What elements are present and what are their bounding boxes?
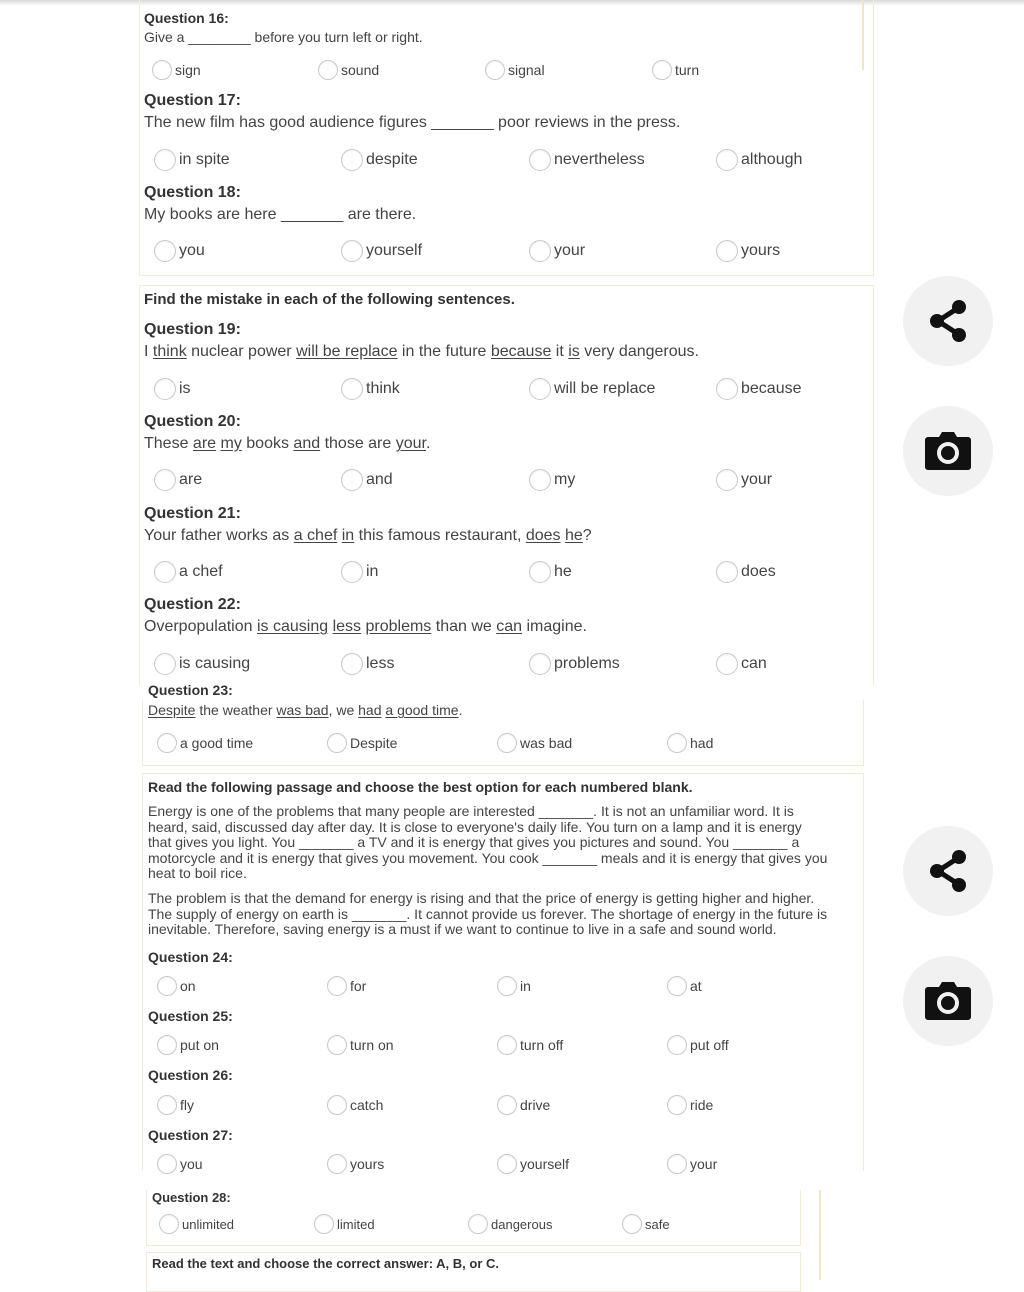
- question-18: [144, 184, 416, 224]
- radio-button[interactable]: [154, 653, 176, 675]
- q26-option-1[interactable]: fly: [157, 1095, 194, 1115]
- camera-icon: [924, 981, 972, 1021]
- radio-button[interactable]: [157, 1035, 177, 1055]
- section-heading: Read the text and choose the correct answer: A, B, or C.: [152, 1256, 499, 1271]
- question-text: Despite the weather was bad, we had a good time.: [148, 702, 463, 718]
- q19-option-2[interactable]: think: [341, 378, 400, 400]
- q18-option-3[interactable]: your: [529, 240, 585, 262]
- underlined-word: my: [220, 435, 242, 452]
- underlined-word: Despite: [148, 702, 196, 718]
- radio-button[interactable]: [154, 561, 176, 583]
- underlined-word: is causing: [256, 618, 329, 635]
- underlined-word: in: [341, 527, 355, 544]
- q23-option-1[interactable]: a good time: [157, 733, 253, 753]
- radio-button[interactable]: [327, 1035, 347, 1055]
- q27-option-2[interactable]: yours: [327, 1154, 384, 1174]
- q20-option-1[interactable]: are: [154, 469, 202, 491]
- q23-option-4[interactable]: had: [667, 733, 713, 753]
- radio-button[interactable]: [529, 149, 551, 171]
- radio-button[interactable]: [152, 60, 172, 80]
- radio-button[interactable]: [667, 976, 687, 996]
- question-title: Question 23:: [148, 682, 233, 698]
- question-title: Question 28:: [152, 1190, 231, 1205]
- section-heading: Read the following passage and choose the best option for each numbered blank.: [148, 779, 693, 795]
- q26-option-4[interactable]: ride: [667, 1095, 713, 1115]
- radio-button[interactable]: [497, 1154, 517, 1174]
- underlined-word: is: [568, 343, 580, 360]
- underlined-word: had: [358, 702, 382, 718]
- radio-button[interactable]: [497, 733, 517, 753]
- q22-option-2[interactable]: less: [341, 653, 394, 675]
- question-20: [144, 413, 430, 453]
- camera-button[interactable]: [903, 956, 993, 1046]
- question-text: My books are here _______ are there.: [144, 206, 417, 223]
- radio-button[interactable]: [327, 1154, 347, 1174]
- radio-button[interactable]: [318, 60, 338, 80]
- q16-option-2[interactable]: sound: [318, 60, 379, 80]
- underlined-word: less: [332, 618, 362, 635]
- q25-option-2[interactable]: turn on: [327, 1035, 394, 1055]
- q17-option-3[interactable]: nevertheless: [529, 149, 645, 171]
- passage-paragraph-1: Energy is one of the problems that many people are interested _______. It is not an unfamiliar word. It is heard, said, discussed day after day. It is close to everyone's daily life. You turn on a lamp and it is energy that gives you light. You _______ a TV and it is energy that gives you pictures and sound. You _______ a motorcycle and it is energy that gives you movement. You cook _______ meals and it is energy that gives you heat to boil rice.: [148, 803, 828, 881]
- q27-option-4[interactable]: your: [667, 1154, 717, 1174]
- q17-option-2[interactable]: despite: [341, 149, 418, 171]
- radio-button[interactable]: [327, 976, 347, 996]
- share-button[interactable]: [903, 826, 993, 916]
- q18-option-1[interactable]: you: [154, 240, 205, 262]
- q21-option-1[interactable]: a chef: [154, 561, 223, 583]
- q24-option-4[interactable]: at: [667, 976, 702, 996]
- question-title: Question 18:: [144, 184, 241, 201]
- radio-button[interactable]: [667, 1095, 687, 1115]
- question-title: Question 26:: [148, 1067, 233, 1083]
- radio-button[interactable]: [497, 1035, 517, 1055]
- share-icon: [928, 849, 968, 893]
- radio-button[interactable]: [622, 1214, 642, 1234]
- q18-option-4[interactable]: yours: [716, 240, 780, 262]
- radio-button[interactable]: [716, 240, 738, 262]
- radio-button[interactable]: [652, 60, 672, 80]
- question-25: [148, 1008, 233, 1024]
- question-title: Question 21:: [144, 505, 241, 522]
- q26-option-3[interactable]: drive: [497, 1095, 550, 1115]
- q17-option-1[interactable]: in spite: [154, 149, 230, 171]
- q27-option-3[interactable]: yourself: [497, 1154, 569, 1174]
- question-17: [144, 92, 680, 132]
- radio-button[interactable]: [159, 1214, 179, 1234]
- q19-option-3[interactable]: will be replace: [529, 378, 655, 400]
- q20-option-4[interactable]: your: [716, 469, 772, 491]
- radio-button[interactable]: [667, 733, 687, 753]
- radio-button[interactable]: [716, 561, 738, 583]
- panel-q28-rule: [819, 1190, 821, 1280]
- q16-option-1[interactable]: sign: [152, 60, 201, 80]
- radio-button[interactable]: [341, 378, 363, 400]
- underlined-word: does: [525, 527, 561, 544]
- question-text: Your father works as a chef in this famous restaurant, does he?: [144, 527, 592, 544]
- question-text: Give a ________ before you turn left or right.: [144, 29, 423, 45]
- q28-option-1[interactable]: unlimited: [159, 1214, 234, 1234]
- q25-option-4[interactable]: put off: [667, 1035, 729, 1055]
- radio-button[interactable]: [667, 1035, 687, 1055]
- radio-button[interactable]: [716, 378, 738, 400]
- share-icon: [928, 299, 968, 343]
- q23-option-3[interactable]: was bad: [497, 733, 572, 753]
- question-19: [144, 321, 699, 361]
- radio-button[interactable]: [529, 378, 551, 400]
- radio-button[interactable]: [341, 561, 363, 583]
- q17-option-4[interactable]: although: [716, 149, 802, 171]
- question-title: Question 22:: [144, 596, 241, 613]
- question-21: [144, 505, 592, 545]
- radio-button[interactable]: [157, 1095, 177, 1115]
- q18-option-2[interactable]: yourself: [341, 240, 422, 262]
- question-title: Question 19:: [144, 321, 241, 338]
- q25-option-3[interactable]: turn off: [497, 1035, 563, 1055]
- q24-option-1[interactable]: on: [157, 976, 196, 996]
- underlined-word: are: [192, 435, 217, 452]
- underlined-word: a good time: [385, 702, 459, 718]
- radio-button[interactable]: [327, 1095, 347, 1115]
- radio-button[interactable]: [154, 469, 176, 491]
- question-27: [148, 1127, 233, 1143]
- question-title: Question 20:: [144, 413, 241, 430]
- q22-option-1[interactable]: is causing: [154, 653, 250, 675]
- q24-option-2[interactable]: for: [327, 976, 366, 996]
- q20-option-3[interactable]: my: [529, 469, 575, 491]
- underlined-word: and: [293, 435, 321, 452]
- question-text: The new film has good audience figures _______ poor reviews in the press.: [144, 114, 681, 131]
- share-button[interactable]: [903, 276, 993, 366]
- question-28: [152, 1190, 231, 1205]
- q22-option-3[interactable]: problems: [529, 653, 620, 675]
- radio-button[interactable]: [157, 733, 177, 753]
- radio-button[interactable]: [157, 1154, 177, 1174]
- question-text: These are my books and those are your.: [144, 435, 431, 452]
- radio-button[interactable]: [716, 149, 738, 171]
- radio-button[interactable]: [314, 1214, 334, 1234]
- radio-button[interactable]: [497, 1095, 517, 1115]
- question-title: Question 25:: [148, 1008, 233, 1024]
- radio-button[interactable]: [341, 469, 363, 491]
- q28-option-3[interactable]: dangerous: [468, 1214, 552, 1234]
- question-26: [148, 1067, 233, 1083]
- q16-option-3[interactable]: signal: [485, 60, 545, 80]
- q20-option-2[interactable]: and: [341, 469, 393, 491]
- q24-option-3[interactable]: in: [497, 976, 531, 996]
- underlined-word: a chef: [293, 527, 338, 544]
- underlined-word: think: [152, 343, 187, 360]
- radio-button[interactable]: [529, 561, 551, 583]
- radio-button[interactable]: [485, 60, 505, 80]
- q28-option-2[interactable]: limited: [314, 1214, 375, 1234]
- section-heading: Find the mistake in each of the following sentences.: [144, 291, 515, 308]
- radio-button[interactable]: [716, 653, 738, 675]
- radio-button[interactable]: [468, 1214, 488, 1234]
- q19-option-1[interactable]: is: [154, 378, 191, 400]
- q16-option-4[interactable]: turn: [652, 60, 699, 80]
- q25-option-1[interactable]: put on: [157, 1035, 219, 1055]
- camera-button[interactable]: [903, 406, 993, 496]
- underlined-word: can: [496, 618, 523, 635]
- radio-button[interactable]: [529, 469, 551, 491]
- question-24: [148, 949, 233, 965]
- question-23: [148, 682, 462, 718]
- radio-button[interactable]: [716, 469, 738, 491]
- camera-icon: [924, 431, 972, 471]
- question-text: I think nuclear power will be replace in the future because it is very dangerous.: [144, 343, 699, 360]
- q23-option-2[interactable]: Despite: [327, 733, 397, 753]
- radio-button[interactable]: [341, 240, 363, 262]
- q26-option-2[interactable]: catch: [327, 1095, 383, 1115]
- q22-option-4[interactable]: can: [716, 653, 767, 675]
- radio-button[interactable]: [154, 240, 176, 262]
- underlined-word: was bad: [276, 702, 329, 718]
- q21-option-2[interactable]: in: [341, 561, 378, 583]
- underlined-word: he: [565, 527, 583, 544]
- radio-button[interactable]: [154, 378, 176, 400]
- radio-button[interactable]: [529, 653, 551, 675]
- q19-option-4[interactable]: because: [716, 378, 802, 400]
- radio-button[interactable]: [341, 149, 363, 171]
- question-title: Question 17:: [144, 92, 241, 109]
- radio-button[interactable]: [157, 976, 177, 996]
- q21-option-3[interactable]: he: [529, 561, 572, 583]
- question-title: Question 24:: [148, 949, 233, 965]
- q21-option-4[interactable]: does: [716, 561, 776, 583]
- question-16: [144, 10, 423, 45]
- radio-button[interactable]: [327, 733, 347, 753]
- question-title: Question 16:: [144, 10, 229, 26]
- panel-top-rule: [862, 0, 864, 70]
- underlined-word: problems: [365, 618, 432, 635]
- q27-option-1[interactable]: you: [157, 1154, 203, 1174]
- radio-button[interactable]: [497, 976, 517, 996]
- question-title: Question 27:: [148, 1127, 233, 1143]
- radio-button[interactable]: [667, 1154, 687, 1174]
- radio-button[interactable]: [154, 149, 176, 171]
- radio-button[interactable]: [341, 653, 363, 675]
- underlined-word: will be replace: [296, 343, 398, 360]
- q28-option-4[interactable]: safe: [622, 1214, 670, 1234]
- underlined-word: your: [395, 435, 426, 452]
- underlined-word: because: [490, 343, 552, 360]
- question-22: [144, 596, 587, 636]
- question-text: Overpopulation is causing less problems than we can imagine.: [144, 618, 587, 635]
- radio-button[interactable]: [529, 240, 551, 262]
- passage-paragraph-2: The problem is that the demand for energy is rising and that the price of energy is getting higher and higher. The supply of energy on earth is _______. It cannot provide us forever. The shortage of energy in the future is inevitable. Therefore, saving energy is a must if we want to continue to live in a safe and sound world.: [148, 890, 828, 937]
